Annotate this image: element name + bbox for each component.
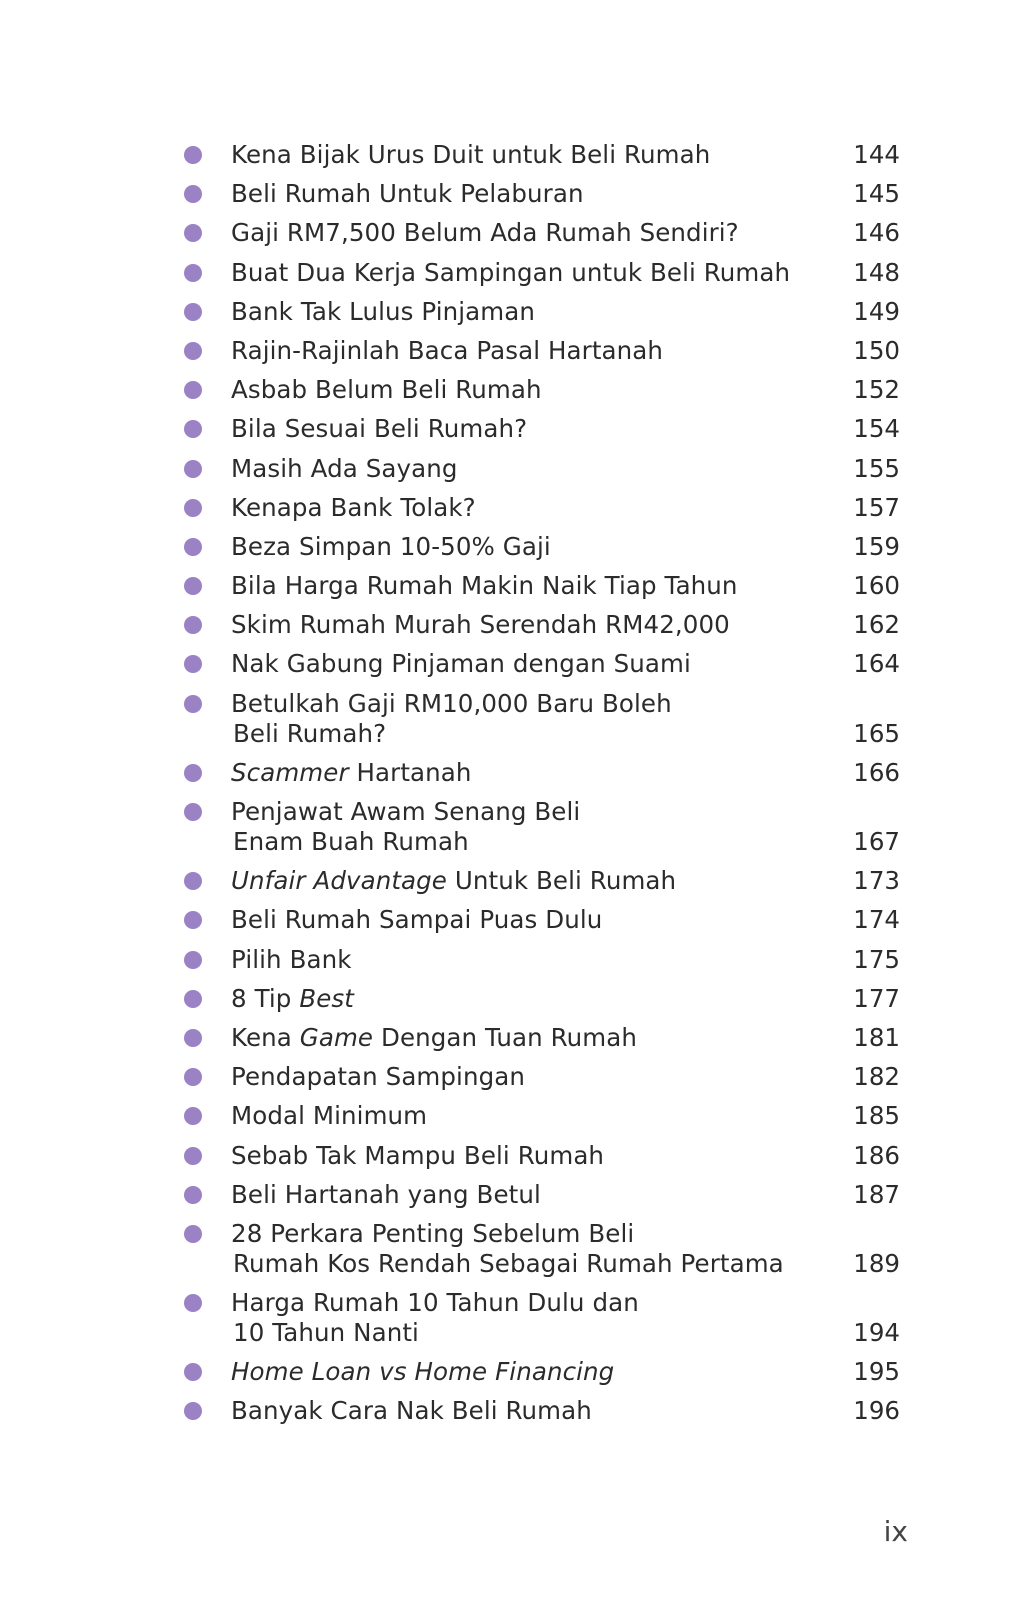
toc-title-segment: 8 Tip bbox=[231, 983, 300, 1013]
toc-page-number: 166 bbox=[853, 757, 900, 787]
bullet-dot-icon bbox=[184, 420, 202, 438]
toc-page-number: 157 bbox=[853, 492, 900, 522]
toc-entry-title bbox=[231, 454, 821, 484]
toc-title-segment: Skim Rumah Murah Serendah RM42,000 bbox=[231, 610, 730, 640]
bullet-dot-icon bbox=[184, 185, 202, 203]
toc-entry bbox=[0, 493, 1024, 523]
toc-entry bbox=[0, 1219, 1024, 1279]
toc-entry bbox=[0, 1396, 1024, 1426]
bullet-dot-icon bbox=[184, 146, 202, 164]
toc-entry-title bbox=[231, 258, 821, 288]
toc-entry bbox=[0, 610, 1024, 640]
toc-page-number: 189 bbox=[853, 1248, 900, 1278]
toc-page-number: 181 bbox=[853, 1022, 900, 1052]
toc-entry-title bbox=[231, 140, 821, 170]
toc-title-segment: 28 Perkara Penting Sebelum Beli bbox=[231, 1218, 635, 1248]
toc-page-number: 144 bbox=[853, 140, 900, 169]
bullet-dot-icon bbox=[184, 1186, 202, 1204]
toc-title-segment: Gaji RM7,500 Belum Ada Rumah Sendiri? bbox=[231, 218, 739, 248]
bullet-dot-icon bbox=[184, 695, 202, 713]
toc-title-segment: Harga Rumah 10 Tahun Dulu dan bbox=[231, 1288, 639, 1318]
bullet-dot-icon bbox=[184, 381, 202, 399]
toc-title-segment: Bila Harga Rumah Makin Naik Tiap Tahun bbox=[231, 571, 738, 601]
toc-entry bbox=[0, 532, 1024, 562]
toc-entry-title bbox=[231, 532, 821, 562]
bullet-dot-icon bbox=[184, 1068, 202, 1086]
toc-entry-title bbox=[231, 905, 821, 935]
toc-entry bbox=[0, 945, 1024, 975]
toc-page-number: 164 bbox=[853, 649, 900, 679]
toc-title-segment: Hartanah bbox=[348, 757, 472, 787]
toc-title-segment: Dengan Tuan Rumah bbox=[373, 1022, 637, 1052]
toc-entry bbox=[0, 1101, 1024, 1131]
toc-entry-title bbox=[231, 1101, 821, 1131]
bullet-dot-icon bbox=[184, 460, 202, 478]
toc-page-number: 195 bbox=[853, 1357, 900, 1387]
toc-entry bbox=[0, 866, 1024, 896]
toc-page-number: 149 bbox=[853, 296, 900, 326]
toc-entry-title bbox=[231, 375, 821, 405]
toc-entry bbox=[0, 258, 1024, 288]
toc-page-number: 175 bbox=[853, 944, 900, 974]
toc-entry bbox=[0, 297, 1024, 327]
bullet-dot-icon bbox=[184, 577, 202, 595]
bullet-dot-icon bbox=[184, 1363, 202, 1381]
toc-entry-title bbox=[231, 1219, 821, 1279]
bullet-dot-icon bbox=[184, 616, 202, 634]
toc-entry-title bbox=[231, 179, 821, 209]
bullet-dot-icon bbox=[184, 1225, 202, 1243]
toc-title-continuation: 10 Tahun Nanti bbox=[233, 1318, 419, 1348]
toc-title-segment: Penjawat Awam Senang Beli bbox=[231, 797, 581, 826]
toc-entry-title bbox=[231, 984, 821, 1014]
toc-page-number: 186 bbox=[853, 1140, 900, 1170]
toc-title-segment: Kena bbox=[231, 1022, 300, 1052]
bullet-dot-icon bbox=[184, 990, 202, 1008]
toc-title-segment: Banyak Cara Nak Beli Rumah bbox=[231, 1396, 592, 1426]
toc-page-number: 182 bbox=[853, 1062, 900, 1092]
toc-entry-title bbox=[231, 945, 821, 975]
toc-entry-title bbox=[231, 1396, 821, 1426]
toc-page-number: 162 bbox=[853, 610, 900, 640]
toc-entry bbox=[0, 689, 1024, 749]
toc-entry bbox=[0, 758, 1024, 788]
toc-entry-title bbox=[231, 1023, 821, 1053]
toc-title-segment: Untuk Beli Rumah bbox=[446, 866, 677, 896]
toc-entry bbox=[0, 571, 1024, 601]
toc-title-italic-segment: Unfair Advantage bbox=[231, 866, 447, 896]
toc-page-number: 159 bbox=[853, 531, 900, 561]
toc-title-segment: Pendapatan Sampingan bbox=[231, 1062, 525, 1092]
bullet-dot-icon bbox=[184, 499, 202, 517]
bullet-dot-icon bbox=[184, 655, 202, 673]
toc-page-number: 173 bbox=[853, 866, 900, 896]
toc-title-segment: Beza Simpan 10-50% Gaji bbox=[231, 531, 551, 561]
toc-page-number: 150 bbox=[853, 335, 900, 365]
toc-entry bbox=[0, 1141, 1024, 1171]
toc-title-segment: Asbab Belum Beli Rumah bbox=[231, 375, 542, 405]
toc-page-number: 148 bbox=[853, 257, 900, 287]
toc-entry bbox=[0, 218, 1024, 248]
bullet-dot-icon bbox=[184, 1402, 202, 1420]
toc-page-number: 145 bbox=[853, 179, 900, 209]
toc-title-italic-segment: Scammer bbox=[231, 757, 349, 787]
toc-entry bbox=[0, 454, 1024, 484]
toc-title-segment: Sebab Tak Mampu Beli Rumah bbox=[231, 1140, 605, 1170]
bullet-dot-icon bbox=[184, 803, 202, 821]
bullet-dot-icon bbox=[184, 764, 202, 782]
toc-entry-title bbox=[231, 1288, 821, 1348]
bullet-dot-icon bbox=[184, 342, 202, 360]
toc-entry-title bbox=[231, 649, 821, 679]
toc-entry-title bbox=[231, 610, 821, 640]
toc-title-continuation: Enam Buah Rumah bbox=[233, 827, 469, 856]
bullet-dot-icon bbox=[184, 224, 202, 242]
toc-title-segment: Nak Gabung Pinjaman dengan Suami bbox=[231, 649, 691, 679]
toc-title-segment: Modal Minimum bbox=[231, 1101, 428, 1131]
toc-entry bbox=[0, 1023, 1024, 1053]
bullet-dot-icon bbox=[184, 538, 202, 556]
bullet-dot-icon bbox=[184, 1294, 202, 1312]
toc-title-segment: Buat Dua Kerja Sampingan untuk Beli Rumah bbox=[231, 257, 791, 287]
bullet-dot-icon bbox=[184, 264, 202, 282]
toc-page-number: 165 bbox=[853, 718, 900, 748]
toc-title-segment: Masih Ada Sayang bbox=[231, 453, 458, 483]
toc-title-segment: Beli Rumah Sampai Puas Dulu bbox=[231, 905, 603, 935]
toc-page-number: 167 bbox=[853, 827, 900, 856]
toc-entry bbox=[0, 336, 1024, 366]
toc-title-italic-segment: Best bbox=[299, 983, 354, 1013]
toc-entry bbox=[0, 649, 1024, 679]
toc-entry-title bbox=[231, 689, 821, 749]
toc-page-number: 160 bbox=[853, 571, 900, 601]
toc-entry bbox=[0, 1062, 1024, 1092]
toc-page-number: 154 bbox=[853, 414, 900, 444]
toc-title-italic-segment: Game bbox=[299, 1022, 374, 1052]
toc-entry bbox=[0, 140, 1024, 170]
bullet-dot-icon bbox=[184, 1147, 202, 1165]
toc-title-continuation: Beli Rumah? bbox=[233, 718, 387, 748]
toc-page-number: 196 bbox=[853, 1396, 900, 1426]
page-number-footer: ix bbox=[883, 1515, 908, 1548]
toc-page-number: 177 bbox=[853, 983, 900, 1013]
toc-title-segment: Bila Sesuai Beli Rumah? bbox=[231, 414, 528, 444]
toc-entry-title bbox=[231, 414, 821, 444]
toc-title-segment: Kenapa Bank Tolak? bbox=[231, 492, 476, 522]
toc-entry bbox=[0, 1180, 1024, 1210]
toc-page-number: 187 bbox=[853, 1179, 900, 1209]
toc-entry-title bbox=[231, 758, 821, 788]
toc-entry-title bbox=[231, 336, 821, 366]
toc-entry bbox=[0, 375, 1024, 405]
bullet-dot-icon bbox=[184, 872, 202, 890]
toc-entry-title bbox=[231, 571, 821, 601]
toc-entry bbox=[0, 414, 1024, 444]
toc-entry-title bbox=[231, 797, 821, 857]
toc-entry bbox=[0, 984, 1024, 1014]
toc-page-number: 194 bbox=[853, 1318, 900, 1348]
toc-entry-title bbox=[231, 297, 821, 327]
bullet-dot-icon bbox=[184, 303, 202, 321]
toc-page-number: 155 bbox=[853, 453, 900, 483]
toc-title-segment: Beli Hartanah yang Betul bbox=[231, 1179, 541, 1209]
bullet-dot-icon bbox=[184, 1029, 202, 1047]
toc-page-number: 185 bbox=[853, 1101, 900, 1131]
toc-entry-title bbox=[231, 1357, 821, 1387]
toc-title-segment: Betulkah Gaji RM10,000 Baru Boleh bbox=[231, 688, 672, 718]
toc-entry-title bbox=[231, 493, 821, 523]
toc-entry bbox=[0, 1288, 1024, 1348]
toc-page-number: 146 bbox=[853, 218, 900, 248]
toc-entry-title bbox=[231, 218, 821, 248]
toc-entry bbox=[0, 1357, 1024, 1387]
bullet-dot-icon bbox=[184, 951, 202, 969]
toc-page-number: 152 bbox=[853, 375, 900, 405]
bullet-dot-icon bbox=[184, 911, 202, 929]
toc-entry bbox=[0, 179, 1024, 209]
toc-title-continuation: Rumah Kos Rendah Sebagai Rumah Pertama bbox=[233, 1248, 784, 1278]
toc-entry-title bbox=[231, 866, 821, 896]
toc-title-segment: Pilih Bank bbox=[231, 944, 352, 974]
table-of-contents bbox=[0, 140, 1024, 1436]
toc-entry bbox=[0, 905, 1024, 935]
toc-title-italic-segment: Home Loan vs Home Financing bbox=[231, 1357, 615, 1387]
toc-entry-title bbox=[231, 1141, 821, 1171]
bullet-dot-icon bbox=[184, 1107, 202, 1125]
toc-page-number: 174 bbox=[853, 905, 900, 935]
toc-entry-title bbox=[231, 1062, 821, 1092]
toc-title-segment: Bank Tak Lulus Pinjaman bbox=[231, 296, 535, 326]
toc-title-segment: Kena Bijak Urus Duit untuk Beli Rumah bbox=[231, 140, 711, 169]
toc-title-segment: Rajin-Rajinlah Baca Pasal Hartanah bbox=[231, 335, 664, 365]
toc-entry-title bbox=[231, 1180, 821, 1210]
toc-entry bbox=[0, 797, 1024, 857]
toc-title-segment: Beli Rumah Untuk Pelaburan bbox=[231, 179, 584, 209]
